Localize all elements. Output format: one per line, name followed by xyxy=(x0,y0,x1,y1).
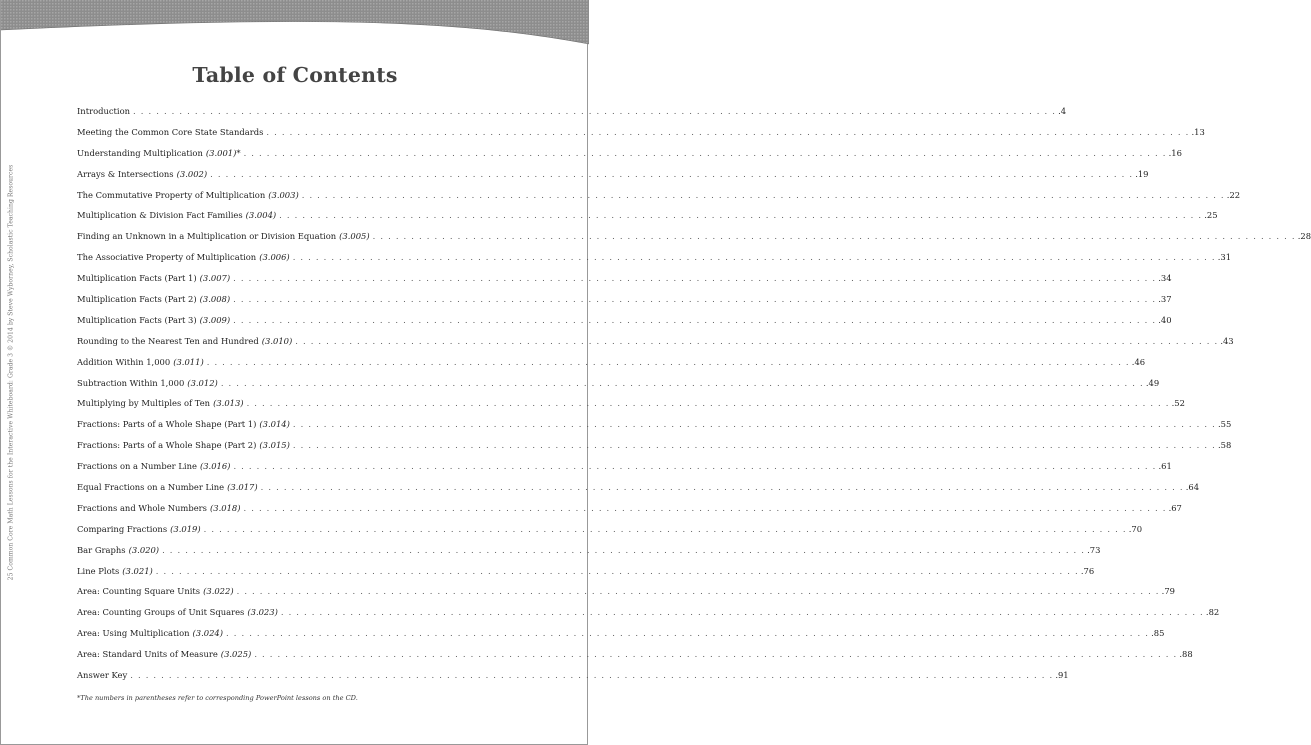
toc-entry-page-number: .61 xyxy=(1158,461,1172,472)
toc-dot-leader: . . . . . . . . . . . . . . . . . . . . . . . . . . . . . . . . . . . . . . . . . . . . . . . . . . . . . . . . . . . . . . . . . . . . . . . . . . . . . . . . . . . . . . . . . . . . . . . . . . . . . . . . . . . . . . . . . . . . . . . . xyxy=(206,356,1130,367)
toc-entry-lesson-code: (3.013) xyxy=(213,398,244,409)
toc-entry-title: Fractions: Parts of a Whole Shape (Part 1) xyxy=(77,419,257,430)
toc-entry-title: Multiplying by Multiples of Ten xyxy=(77,398,211,409)
toc-dot-leader: . . . . . . . . . . . . . . . . . . . . . . . . . . . . . . . . . . . . . . . . . . . . . . . . . . . . . . . . . . . . . . . . . . . . . . . . . . . . . . . . . . . . . . . . . . . . . . . . . . . . . . . . . . . . . . . . . . . . . . . . xyxy=(233,294,1157,305)
toc-entry-lesson-code: (3.012) xyxy=(187,377,218,388)
toc-entry[interactable] xyxy=(77,501,1182,522)
toc-entry-page-number: .49 xyxy=(1145,377,1160,388)
toc-entry-lesson-code: (3.014) xyxy=(259,419,290,430)
toc-entry[interactable] xyxy=(77,167,1149,188)
toc-entry-lesson-code: (3.022) xyxy=(203,586,234,597)
toc-entry-title: Meeting the Common Core State Standards xyxy=(77,126,264,137)
toc-entry[interactable] xyxy=(77,125,1205,146)
toc-entry-title: Area: Using Multiplication xyxy=(77,628,190,639)
toc-entry-lesson-code: (3.006) xyxy=(259,252,290,263)
toc-entry-page-number: .13 xyxy=(1191,126,1205,137)
toc-entry-title: Arrays & Intersections xyxy=(77,168,174,179)
toc-entry-title: Multiplication Facts (Part 2) xyxy=(77,294,197,305)
toc-dot-leader: . . . . . . . . . . . . . . . . . . . . . . . . . . . . . . . . . . . . . . . . . . . . . . . . . . . . . . . . . . . . . . . . . . . . . . . . . . . . . . . . . . . . . . . . . . . . . . . . . . . . . . . . . . . . . . . . . . . . . . . . xyxy=(233,461,1157,472)
toc-entry[interactable] xyxy=(77,564,1095,585)
toc-dot-leader: . . . . . . . . . . . . . . . . . . . . . . . . . . . . . . . . . . . . . . . . . . . . . . . . . . . . . . . . . . . . . . . . . . . . . . . . . . . . . . . . . . . . . . . . . . . . . . . . . . . . . . . . . . . . . . . . . . . . . . . . xyxy=(260,482,1184,493)
header-band xyxy=(1,0,589,44)
toc-entry[interactable] xyxy=(77,605,1220,626)
toc-entry-page-number: .58 xyxy=(1217,440,1232,451)
footnote: *The numbers in parentheses refer to corresponding PowerPoint lessons on the CD. xyxy=(77,694,358,702)
toc-entry-title: Fractions on a Number Line xyxy=(77,461,197,472)
toc-entry-page-number: .82 xyxy=(1205,607,1220,618)
toc-dot-leader: . . . . . . . . . . . . . . . . . . . . . . . . . . . . . . . . . . . . . . . . . . . . . . . . . . . . . . . . . . . . . . . . . . . . . . . . . . . . . . . . . . . . . . . . . . . . . . . . . . . . . . . . . . . . . . . . . . . . . . . . xyxy=(279,210,1203,221)
toc-dot-leader: . . . . . . . . . . . . . . . . . . . . . . . . . . . . . . . . . . . . . . . . . . . . . . . . . . . . . . . . . . . . . . . . . . . . . . . . . . . . . . . . . . . . . . . . . . . . . . . . . . . . . . . . . . . . . . . . . . . . . . . . xyxy=(295,335,1219,346)
toc-entry-title: Introduction xyxy=(77,106,131,116)
toc-entry-page-number: .79 xyxy=(1161,586,1175,597)
toc-entry-title: Area: Counting Square Units xyxy=(77,586,201,597)
toc-entry[interactable] xyxy=(77,668,1069,689)
toc-entry-page-number: .85 xyxy=(1151,628,1165,639)
toc-entry-title: Fractions: Parts of a Whole Shape (Part 2) xyxy=(77,440,257,451)
toc-entry[interactable] xyxy=(77,480,1200,501)
toc-entry-lesson-code: (3.011) xyxy=(173,356,204,367)
toc-entry-lesson-code: (3.020) xyxy=(128,544,160,555)
toc-dot-leader: . . . . . . . . . . . . . . . . . . . . . . . . . . . . . . . . . . . . . . . . . . . . . . . . . . . . . . . . . . . . . . . . . . . . . . . . . . . . . . . . . . . . . . . . . . . . . . . . . . . . . . . . . . . . . . . . . . . . . . . . xyxy=(243,147,1167,158)
toc-entry[interactable] xyxy=(77,376,1160,397)
toc-dot-leader: . . . . . . . . . . . . . . . . . . . . . . . . . . . . . . . . . . . . . . . . . . . . . . . . . . . . . . . . . . . . . . . . . . . . . . . . . . . . . . . . . . . . . . . . . . . . . . . . . . . . . . . . . . . . . . . . . . . . . . . . xyxy=(292,440,1216,451)
toc-entry-lesson-code: (3.025) xyxy=(220,649,252,660)
toc-entry-title: Answer Key xyxy=(77,670,128,681)
toc-entry-title: Fractions and Whole Numbers xyxy=(77,502,207,513)
table-of-contents xyxy=(77,104,1311,689)
toc-entry-lesson-code: (3.007) xyxy=(199,273,231,284)
toc-entry-title: Multiplication Facts (Part 1) xyxy=(77,273,197,284)
toc-entry-title: Subtraction Within 1,000 xyxy=(77,377,185,388)
toc-entry[interactable] xyxy=(77,396,1185,417)
toc-entry-title: Line Plots xyxy=(77,565,120,576)
toc-entry-title: Rounding to the Nearest Ten and Hundred xyxy=(77,335,259,346)
toc-entry[interactable] xyxy=(77,438,1232,459)
toc-entry-lesson-code: (3.023) xyxy=(247,607,278,618)
toc-entry[interactable] xyxy=(77,355,1146,376)
toc-entry-page-number: .46 xyxy=(1131,356,1146,367)
toc-entry[interactable] xyxy=(77,647,1193,668)
toc-dot-leader: . . . . . . . . . . . . . . . . . . . . . . . . . . . . . . . . . . . . . . . . . . . . . . . . . . . . . . . . . . . . . . . . . . . . . . . . . . . . . . . . . . . . . . . . . . . . . . . . . . . . . . . . . . . . . . . . . . . . . . . . xyxy=(220,377,1144,388)
toc-entry-page-number: .91 xyxy=(1055,670,1069,681)
toc-entry-lesson-code: (3.005) xyxy=(339,231,370,242)
toc-entry-page-number: .31 xyxy=(1217,252,1232,263)
toc-entry-title: Finding an Unknown in a Multiplication or Division Equation xyxy=(77,231,337,242)
side-credit-text: 25 Common Core Math Lessons for the Interactive Whiteboard: Grade 3 © 2014 by Steve Wyborney, Scholastic Teaching Resources xyxy=(7,164,15,580)
toc-entry[interactable] xyxy=(77,271,1172,292)
toc-entry-page-number: .37 xyxy=(1158,294,1172,305)
toc-entry-title: Area: Standard Units of Measure xyxy=(77,649,218,660)
toc-entry[interactable] xyxy=(77,417,1232,438)
toc-entry-lesson-code: (3.016) xyxy=(199,461,231,472)
toc-entry[interactable] xyxy=(77,522,1143,543)
toc-entry-lesson-code: (3.024) xyxy=(192,628,224,639)
toc-entry-page-number: .76 xyxy=(1080,565,1095,576)
toc-entry-page-number: .25 xyxy=(1204,210,1218,221)
toc-entry-page-number: .64 xyxy=(1185,482,1200,493)
toc-entry-lesson-code: (3.015) xyxy=(259,440,290,451)
toc-entry-title: The Commutative Property of Multiplication xyxy=(77,189,266,200)
toc-dot-leader: . . . . . . . . . . . . . . . . . . . . . . . . . . . . . . . . . . . . . . . . . . . . . . . . . . . . . . . . . . . . . . . . . . . . . . . . . . . . . . . . . . . . . . . . . . . . . . . . . . . . . . . . . . . . . . . . . . . . . . . . xyxy=(233,273,1157,284)
toc-entry-page-number: .88 xyxy=(1179,649,1193,660)
toc-entry-title: The Associative Property of Multiplication xyxy=(77,252,257,263)
toc-entry-page-number: .40 xyxy=(1158,314,1172,325)
toc-entry-title: Multiplication Facts (Part 3) xyxy=(77,314,197,325)
toc-entry-lesson-code: (3.010) xyxy=(261,335,293,346)
toc-entry-title: Understanding Multiplication xyxy=(77,147,203,158)
toc-entry[interactable] xyxy=(77,292,1172,313)
toc-dot-leader: . . . . . . . . . . . . . . . . . . . . . . . . . . . . . . . . . . . . . . . . . . . . . . . . . . . . . . . . . . . . . . . . . . . . . . . . . . . . . . . . . . . . . . . . . . . . . . . . . . . . . . . . . . . . . . . . . . . . . . . . xyxy=(162,544,1086,555)
toc-dot-leader: . . . . . . . . . . . . . . . . . . . . . . . . . . . . . . . . . . . . . . . . . . . . . . . . . . . . . . . . . . . . . . . . . . . . . . . . . . . . . . . . . . . . . . . . . . . . . . . . . . . . . . . . . . . . . . . . . . . . . . . . xyxy=(203,523,1127,534)
toc-entry-title: Equal Fractions on a Number Line xyxy=(77,482,225,493)
toc-entry-title: Addition Within 1,000 xyxy=(77,356,171,367)
toc-entry-title: Multiplication & Division Fact Families xyxy=(77,210,243,221)
toc-dot-leader: . . . . . . . . . . . . . . . . . . . . . . . . . . . . . . . . . . . . . . . . . . . . . . . . . . . . . . . . . . . . . . . . . . . . . . . . . . . . . . . . . . . . . . . . . . . . . . . . . . . . . . . . . . . . . . . . . . . . . . . . xyxy=(280,607,1204,618)
toc-dot-leader: . . . . . . . . . . . . . . . . . . . . . . . . . . . . . . . . . . . . . . . . . . . . . . . . . . . . . . . . . . . . . . . . . . . . . . . . . . . . . . . . . . . . . . . . . . . . . . . . . . . . . . . . . . . . . . . . . . . . . . . . xyxy=(233,314,1157,325)
header-curve-graphic xyxy=(1,0,589,44)
toc-dot-leader: . . . . . . . . . . . . . . . . . . . . . . . . . . . . . . . . . . . . . . . . . . . . . . . . . . . . . . . . . . . . . . . . . . . . . . . . . . . . . . . . . . . . . . . . . . . . . . . . . . . . . . . . . . . . . . . . . . . . . . . . xyxy=(130,670,1054,681)
toc-entry-page-number: .43 xyxy=(1220,335,1234,346)
toc-entry-page-number: .52 xyxy=(1171,398,1185,409)
toc-dot-leader: . . . . . . . . . . . . . . . . . . . . . . . . . . . . . . . . . . . . . . . . . . . . . . . . . . . . . . . . . . . . . . . . . . . . . . . . . . . . . . . . . . . . . . . . . . . . . . . . . . . . . . . . . . . . . . . . . . . . . . . . xyxy=(292,419,1216,430)
toc-entry-page-number: .22 xyxy=(1226,189,1241,200)
toc-entry-lesson-code: (3.019) xyxy=(170,523,201,534)
toc-entry[interactable] xyxy=(77,584,1175,605)
toc-dot-leader: . . . . . . . . . . . . . . . . . . . . . . . . . . . . . . . . . . . . . . . . . . . . . . . . . . . . . . . . . . . . . . . . . . . . . . . . . . . . . . . . . . . . . . . . . . . . . . . . . . . . . . . . . . . . . . . . . . . . . . . . xyxy=(226,628,1150,639)
toc-entry[interactable] xyxy=(77,146,1182,167)
toc-entry-lesson-code: (3.004) xyxy=(245,210,277,221)
toc-dot-leader: . . . . . . . . . . . . . . . . . . . . . . . . . . . . . . . . . . . . . . . . . . . . . . . . . . . . . . . . . . . . . . . . . . . . . . . . . . . . . . . . . . . . . . . . . . . . . . . . . . . . . . . . . . . . . . . . . . . . . . . . xyxy=(254,649,1178,660)
toc-entry-page-number: .73 xyxy=(1087,544,1101,555)
toc-entry[interactable] xyxy=(77,188,1241,209)
toc-entry-page-number: .19 xyxy=(1135,168,1149,179)
toc-entry-title: Area: Counting Groups of Unit Squares xyxy=(77,607,245,618)
toc-entry-lesson-code: (3.009) xyxy=(199,314,231,325)
toc-entry-lesson-code: (3.002) xyxy=(176,168,208,179)
toc-entry-title: Bar Graphs xyxy=(77,544,126,555)
side-credit-line xyxy=(5,164,17,580)
page-title: Table of Contents xyxy=(192,63,398,87)
toc-dot-leader: . . . . . . . . . . . . . . . . . . . . . . . . . . . . . . . . . . . . . . . . . . . . . . . . . . . . . . . . . . . . . . . . . . . . . . . . . . . . . . . . . . . . . . . . . . . . . . . . . . . . . . . . . . . . . . . . . . . . . . . . xyxy=(372,231,1296,242)
toc-entry-page-number: .55 xyxy=(1217,419,1232,430)
toc-entry[interactable] xyxy=(77,208,1218,229)
toc-dot-leader: . . . . . . . . . . . . . . . . . . . . . . . . . . . . . . . . . . . . . . . . . . . . . . . . . . . . . . . . . . . . . . . . . . . . . . . . . . . . . . . . . . . . . . . . . . . . . . . . . . . . . . . . . . . . . . . . . . . . . . . . xyxy=(236,586,1160,597)
toc-dot-leader: . . . . . . . . . . . . . . . . . . . . . . . . . . . . . . . . . . . . . . . . . . . . . . . . . . . . . . . . . . . . . . . . . . . . . . . . . . . . . . . . . . . . . . . . . . . . . . . . . . . . . . . . . . . . . . . . . . . . . . . . xyxy=(133,106,1057,116)
toc-entry[interactable] xyxy=(77,229,1311,250)
toc-entry-lesson-code: (3.018) xyxy=(209,502,241,513)
toc-entry[interactable] xyxy=(77,334,1234,355)
toc-entry-page-number: .67 xyxy=(1168,502,1182,513)
toc-entry[interactable] xyxy=(77,459,1172,480)
toc-entry-page-number: .16 xyxy=(1168,147,1182,158)
toc-entry-lesson-code: (3.003) xyxy=(268,189,299,200)
toc-dot-leader: . . . . . . . . . . . . . . . . . . . . . . . . . . . . . . . . . . . . . . . . . . . . . . . . . . . . . . . . . . . . . . . . . . . . . . . . . . . . . . . . . . . . . . . . . . . . . . . . . . . . . . . . . . . . . . . . . . . . . . . . xyxy=(292,252,1216,263)
toc-entry-page-number: .4 xyxy=(1058,106,1067,116)
toc-entry[interactable] xyxy=(77,313,1172,334)
toc-entry-lesson-code: (3.017) xyxy=(227,482,258,493)
toc-entry-lesson-code: (3.008) xyxy=(199,294,231,305)
toc-entry-title: Comparing Fractions xyxy=(77,523,168,534)
toc-entry[interactable] xyxy=(77,250,1232,271)
toc-entry-lesson-code: (3.001)* xyxy=(205,147,241,158)
toc-entry[interactable] xyxy=(77,104,1067,125)
toc-dot-leader: . . . . . . . . . . . . . . . . . . . . . . . . . . . . . . . . . . . . . . . . . . . . . . . . . . . . . . . . . . . . . . . . . . . . . . . . . . . . . . . . . . . . . . . . . . . . . . . . . . . . . . . . . . . . . . . . . . . . . . . . xyxy=(266,126,1190,137)
toc-entry-page-number: .28 xyxy=(1297,231,1311,242)
toc-entry-page-number: .34 xyxy=(1158,273,1172,284)
toc-dot-leader: . . . . . . . . . . . . . . . . . . . . . . . . . . . . . . . . . . . . . . . . . . . . . . . . . . . . . . . . . . . . . . . . . . . . . . . . . . . . . . . . . . . . . . . . . . . . . . . . . . . . . . . . . . . . . . . . . . . . . . . . xyxy=(246,398,1170,409)
toc-dot-leader: . . . . . . . . . . . . . . . . . . . . . . . . . . . . . . . . . . . . . . . . . . . . . . . . . . . . . . . . . . . . . . . . . . . . . . . . . . . . . . . . . . . . . . . . . . . . . . . . . . . . . . . . . . . . . . . . . . . . . . . . xyxy=(210,168,1134,179)
toc-dot-leader: . . . . . . . . . . . . . . . . . . . . . . . . . . . . . . . . . . . . . . . . . . . . . . . . . . . . . . . . . . . . . . . . . . . . . . . . . . . . . . . . . . . . . . . . . . . . . . . . . . . . . . . . . . . . . . . . . . . . . . . . xyxy=(243,502,1167,513)
toc-entry-page-number: .70 xyxy=(1128,523,1143,534)
toc-entry[interactable] xyxy=(77,543,1101,564)
toc-entry-lesson-code: (3.021) xyxy=(122,565,153,576)
toc-dot-leader: . . . . . . . . . . . . . . . . . . . . . . . . . . . . . . . . . . . . . . . . . . . . . . . . . . . . . . . . . . . . . . . . . . . . . . . . . . . . . . . . . . . . . . . . . . . . . . . . . . . . . . . . . . . . . . . . . . . . . . . . xyxy=(301,189,1225,200)
toc-dot-leader: . . . . . . . . . . . . . . . . . . . . . . . . . . . . . . . . . . . . . . . . . . . . . . . . . . . . . . . . . . . . . . . . . . . . . . . . . . . . . . . . . . . . . . . . . . . . . . . . . . . . . . . . . . . . . . . . . . . . . . . . xyxy=(155,565,1079,576)
toc-entry[interactable] xyxy=(77,626,1165,647)
